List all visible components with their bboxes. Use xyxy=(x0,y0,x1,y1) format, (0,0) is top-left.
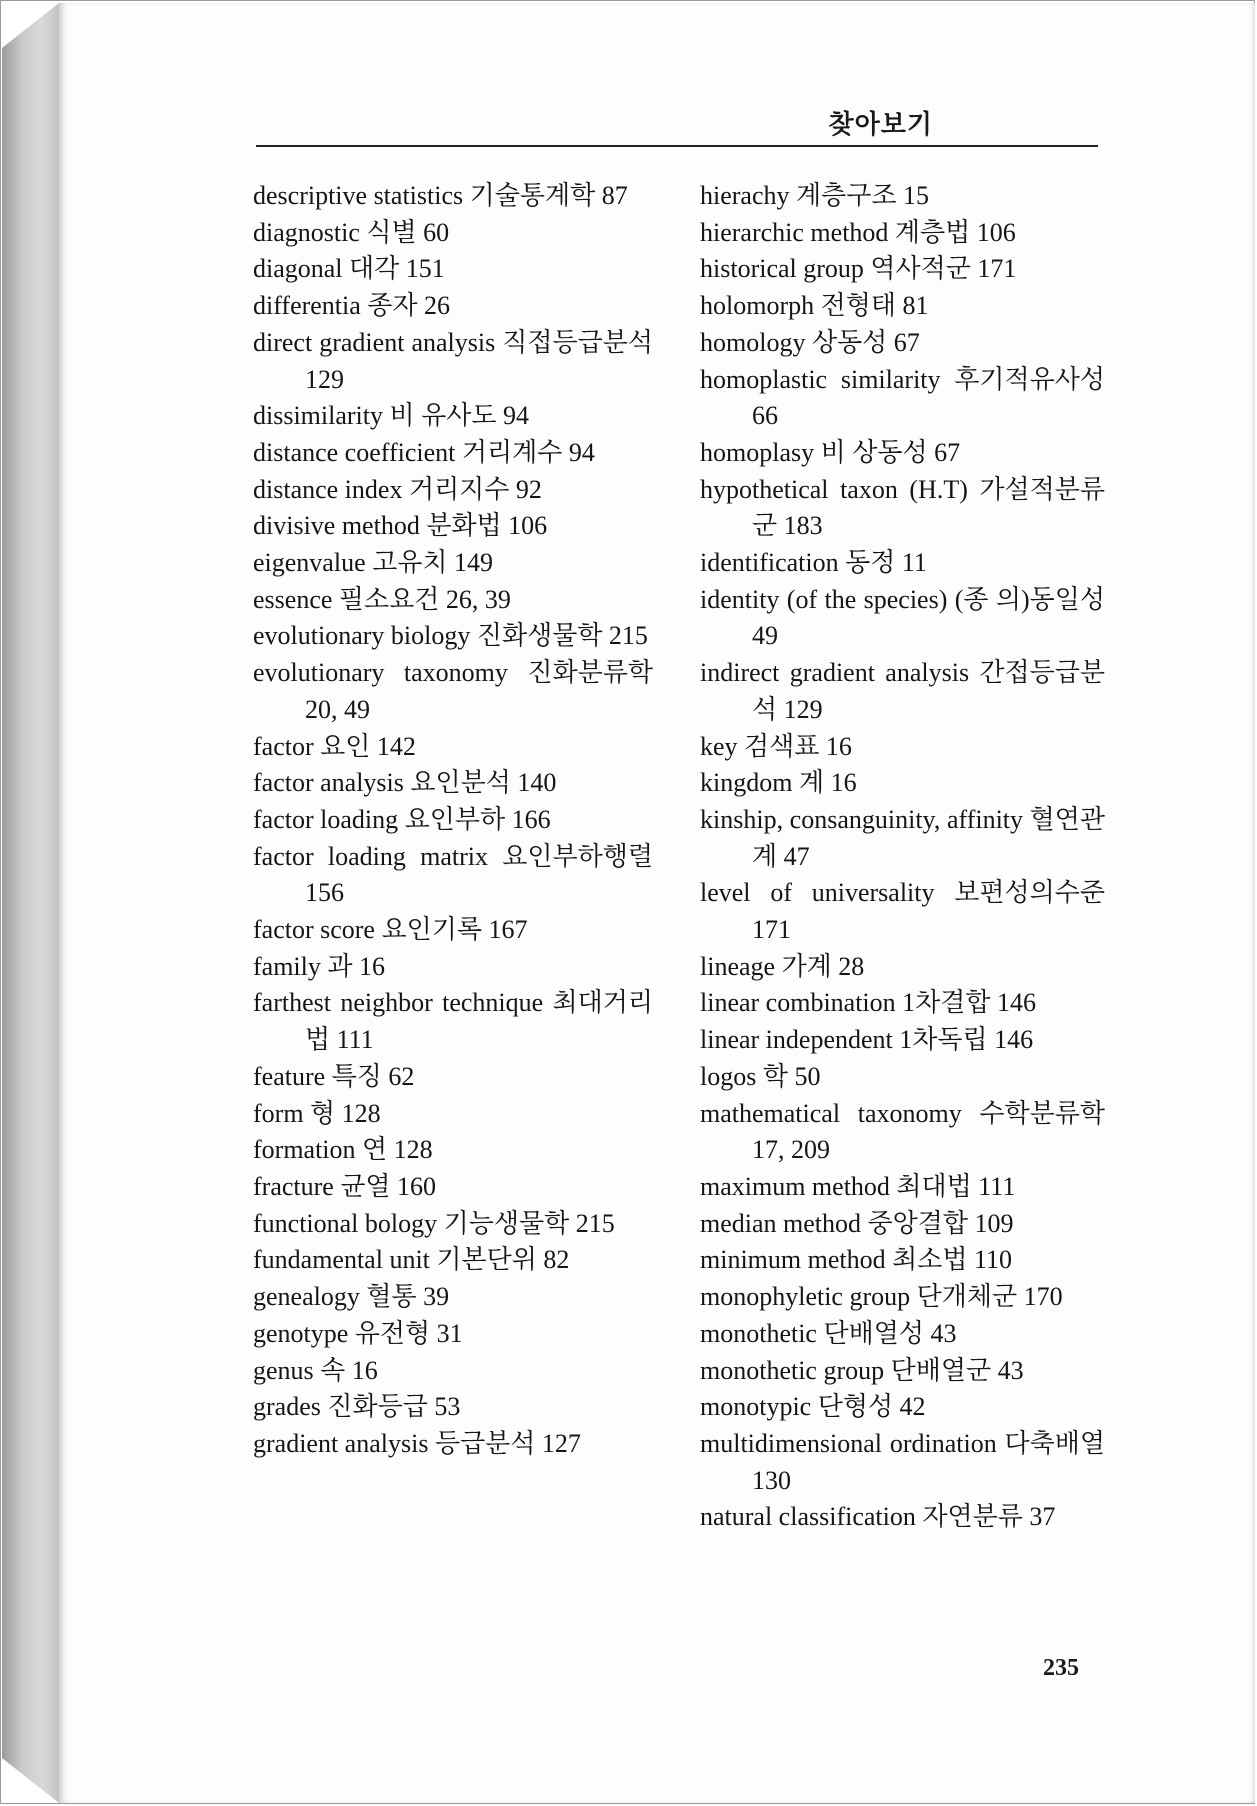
index-entry: identity (of the species) (종 의)동일성 49 xyxy=(700,584,1105,651)
index-entry: minimum method 최소법 110 xyxy=(700,1245,1012,1275)
index-entry: eigenvalue 고유치 149 xyxy=(253,548,493,578)
index-entry: factor 요인 142 xyxy=(253,731,416,761)
index-entry: natural classification 자연분류 37 xyxy=(700,1502,1056,1532)
index-entry: hypothetical taxon (H.T) 가설적분류군 183 xyxy=(700,474,1105,541)
page-number: 235 xyxy=(1043,1655,1079,1681)
index-entry: homology 상동성 67 xyxy=(700,327,920,357)
index-entry: fracture 균열 160 xyxy=(253,1171,437,1201)
index-entry: diagnostic 식별 60 xyxy=(253,217,450,247)
index-entry: factor loading 요인부하 166 xyxy=(253,804,551,834)
index-entry: fundamental unit 기본단위 82 xyxy=(253,1245,570,1275)
index-entry: hierarchic method 계층법 106 xyxy=(700,217,1016,247)
index-entry: hierachy 계층구조 15 xyxy=(700,181,929,210)
index-entry: indirect gradient analysis 간접등급분석 129 xyxy=(700,658,1105,724)
index-entry: monophyletic group 단개체군 170 xyxy=(700,1282,1063,1312)
index-entry: identification 동정 11 xyxy=(700,548,927,578)
book-spine xyxy=(2,3,59,1803)
index-entry: linear independent 1차독립 146 xyxy=(700,1025,1034,1055)
index-entry: maximum method 최대법 111 xyxy=(700,1171,1016,1201)
index-entry: divisive method 분화법 106 xyxy=(253,511,548,541)
index-entry: homoplastic similarity 후기적유사성 66 xyxy=(700,364,1105,431)
index-entry: holomorph 전형태 81 xyxy=(700,291,929,321)
index-entry: mathematical taxonomy 수학분류학 17, 209 xyxy=(700,1098,1105,1165)
index-entry: essence 필소요건 26, 39 xyxy=(253,584,511,614)
index-entry: factor analysis 요인분석 140 xyxy=(253,768,557,798)
index-entry: evolutionary biology 진화생물학 215 xyxy=(253,621,648,651)
index-entry: distance index 거리지수 92 xyxy=(253,474,542,504)
index-entry: evolutionary taxonomy 진화분류학 20, 49 xyxy=(253,658,653,724)
index-entry: form 형 128 xyxy=(253,1098,381,1128)
index-entry: linear combination 1차결합 146 xyxy=(700,988,1037,1018)
index-entry: differentia 종자 26 xyxy=(253,291,451,321)
index-entry: genealogy 혈통 39 xyxy=(253,1282,450,1312)
index-entry: gradient analysis 등급분석 127 xyxy=(253,1428,581,1458)
index-column-left xyxy=(253,178,653,1463)
index-entry: diagonal 대각 151 xyxy=(253,254,445,284)
index-column-right xyxy=(700,178,1105,1536)
index-entry: monothetic group 단배열군 43 xyxy=(700,1355,1024,1385)
index-entry: multidimensional ordination 다축배열 130 xyxy=(700,1428,1105,1495)
index-entry: historical group 역사적군 171 xyxy=(700,254,1017,284)
index-entry: lineage 가계 28 xyxy=(700,951,865,981)
index-entry: dissimilarity 비 유사도 94 xyxy=(253,401,529,431)
index-entry: grades 진화등급 53 xyxy=(253,1392,461,1422)
index-entry: monotypic 단형성 42 xyxy=(700,1392,926,1422)
index-entry: level of universality 보편성의수준 171 xyxy=(700,878,1105,945)
index-entry: monothetic 단배열성 43 xyxy=(700,1318,957,1348)
index-entry: direct gradient analysis 직접등급분석 129 xyxy=(253,327,653,394)
index-entry: feature 특징 62 xyxy=(253,1061,415,1091)
index-entry: median method 중앙결합 109 xyxy=(700,1208,1014,1238)
index-entry: genotype 유전형 31 xyxy=(253,1318,463,1348)
running-head: 찾아보기 xyxy=(828,110,933,140)
header-rule xyxy=(256,145,1098,147)
index-entry: distance coefficient 거리계수 94 xyxy=(253,437,595,467)
index-entry: kinship, consanguinity, affinity 혈연관계 47 xyxy=(700,804,1105,871)
index-entry: factor score 요인기록 167 xyxy=(253,915,528,945)
index-entry: farthest neighbor technique 최대거리법 111 xyxy=(253,988,653,1055)
index-entry: descriptive statistics 기술통계학 87 xyxy=(253,181,628,210)
index-entry: homoplasy 비 상동성 67 xyxy=(700,437,961,467)
index-entry: logos 학 50 xyxy=(700,1061,821,1091)
index-entry: kingdom 계 16 xyxy=(700,768,857,798)
index-entry: factor loading matrix 요인부하행렬 156 xyxy=(253,841,653,908)
index-entry: family 과 16 xyxy=(253,951,385,981)
index-entry: key 검색표 16 xyxy=(700,731,852,761)
index-entry: genus 속 16 xyxy=(253,1355,378,1385)
index-entry: formation 연 128 xyxy=(253,1135,433,1165)
index-entry: functional bology 기능생물학 215 xyxy=(253,1208,615,1238)
